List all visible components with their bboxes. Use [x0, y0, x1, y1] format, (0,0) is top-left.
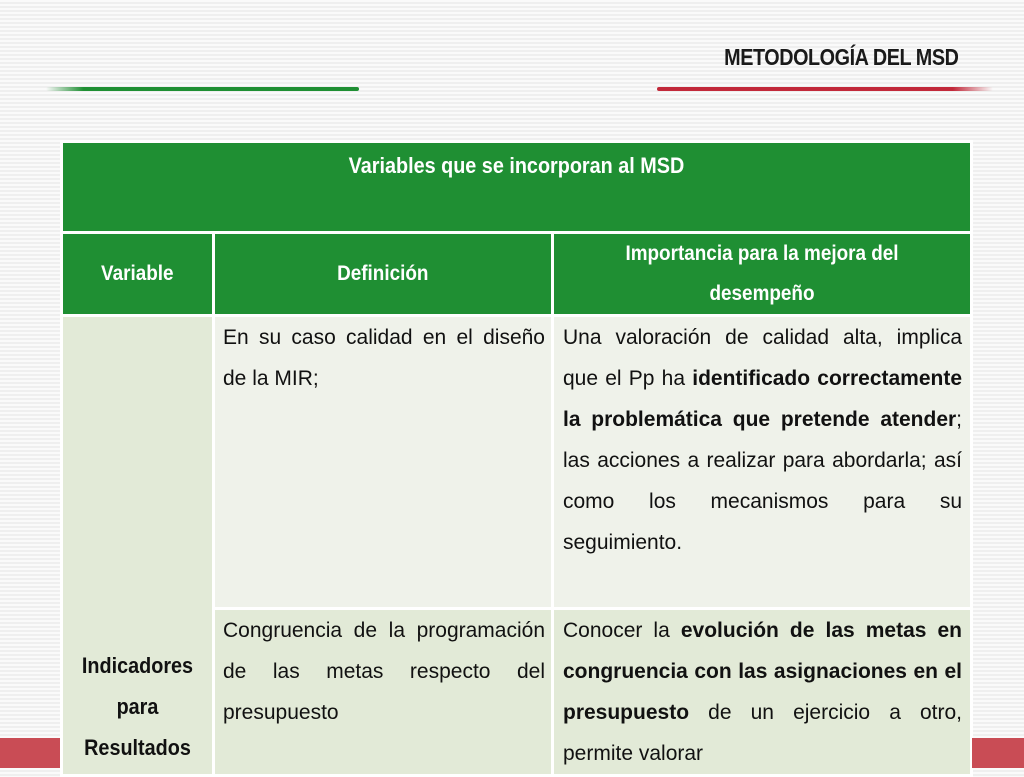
table-row — [62, 316, 972, 609]
table-caption: Variables que se incorporan al MSD — [62, 142, 972, 233]
header-divider-green — [46, 87, 359, 91]
page-title: METODOLOGÍA DEL MSD — [723, 44, 958, 70]
importance-cell: Una valoración de calidad alta, implica que el Pp ha identificado correctamente la problemática que pretende atender; las acciones a realizar para abordarla; así como los mecanismos para su seguimiento. — [553, 316, 972, 609]
variables-table — [60, 140, 973, 777]
variable-cell: Indicadores para Resultados — [62, 316, 214, 776]
column-header-variable: Variable — [62, 233, 214, 316]
header-divider-red — [657, 87, 993, 91]
column-header-definicion: Definición — [214, 233, 553, 316]
footer-accent-right — [972, 738, 1024, 768]
column-header-importancia: Importancia para la mejora del desempeño — [553, 233, 972, 316]
definition-cell: Congruencia de la programación de las metas respecto del presupuesto — [214, 609, 553, 776]
definition-cell: En su caso calidad en el diseño de la MIR; — [214, 316, 553, 609]
footer-accent-left — [0, 738, 60, 768]
importance-cell: Conocer la evolución de las metas en congruencia con las asignaciones en el presupuesto de un ejercicio a otro, permite valorar — [553, 609, 972, 776]
